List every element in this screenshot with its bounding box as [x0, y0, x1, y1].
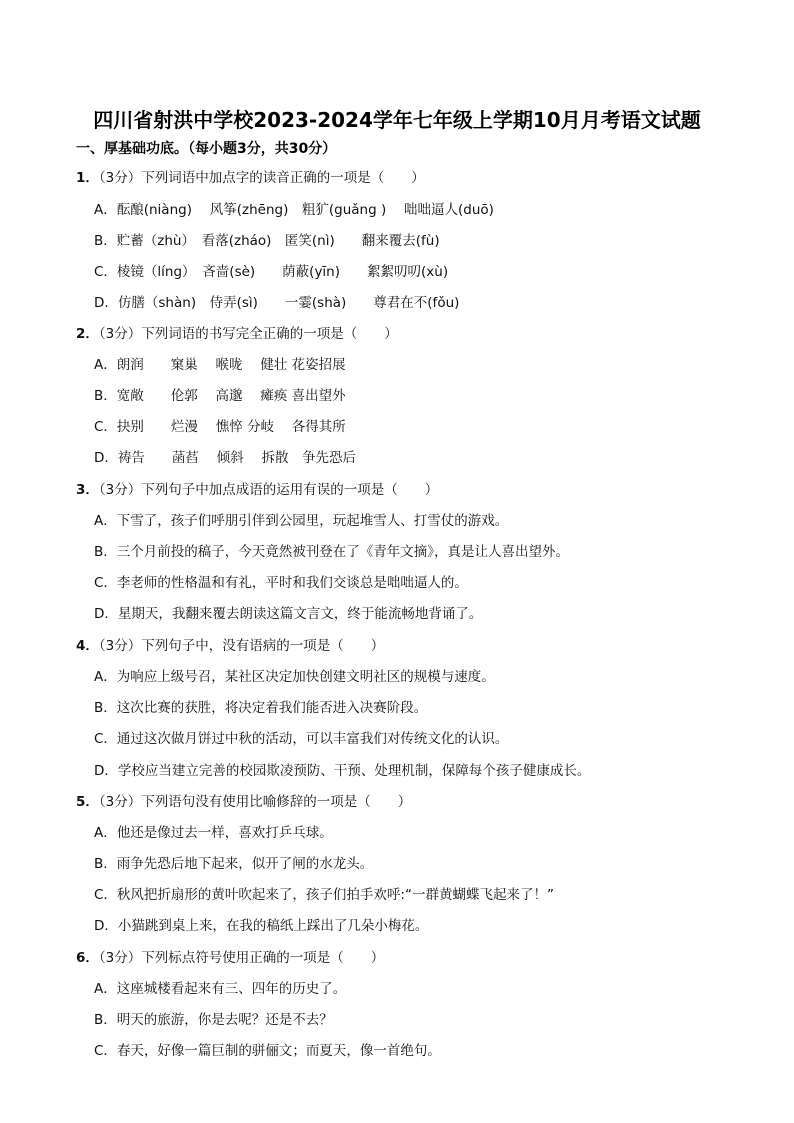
question-stem: （3分）下列词语的书写完全正确的一项是（ ） — [98, 326, 398, 342]
option-1a: A．酝酿(niàng) 风筝(zhēng) 粗犷(guǎng ) 咄咄逼人(duō) — [94, 202, 494, 218]
question-1 — [76, 166, 425, 186]
question-stem: （3分）下列词语中加点字的读音正确的一项是（ ） — [98, 170, 425, 186]
question-stem: （3分）下列语句没有使用比喻修辞的一项是（ ） — [98, 794, 412, 810]
option-4c: C．通过这次做月饼过中秋的活动，可以丰富我们对传统文化的认识。 — [94, 731, 509, 747]
option-5d: D．小猫跳到桌上来，在我的稿纸上踩出了几朵小梅花。 — [94, 918, 429, 934]
option-4d: D．学校应当建立完善的校园欺凌预防、干预、处理机制，保障每个孩子健康成长。 — [94, 763, 591, 779]
option-4b: B．这次比赛的获胜，将决定着我们能否进入决赛阶段。 — [94, 700, 428, 716]
question-stem: （3分）下列标点符号使用正确的一项是（ ） — [98, 950, 385, 966]
question-5 — [76, 790, 411, 810]
option-1d: D．仿膳（shàn) 侍弄(sì) 一霎(shà) 尊君在不(fǒu) — [94, 295, 460, 311]
question-stem: （3分）下列句子中，没有语病的一项是（ ） — [98, 638, 385, 654]
option-2d: D．祷告 菡萏 倾斜 拆散 争先恐后 — [94, 450, 356, 466]
question-number: 5． — [76, 794, 99, 810]
option-2c: C．抉别 烂漫 憔悴 分岐 各得其所 — [94, 419, 346, 435]
option-5b: B．雨争先恐后地下起来，似开了闸的水龙头。 — [94, 856, 374, 872]
option-2a: A．朗润 窠巢 喉咙 健壮 花姿招展 — [94, 357, 346, 373]
question-number: 6． — [76, 950, 99, 966]
question-3 — [76, 478, 438, 498]
question-4 — [76, 634, 384, 654]
option-1b: B．贮蓄（zhù） 看落(zháo) 匿笑(nì) 翻来覆去(fù) — [94, 233, 440, 249]
question-number: 1． — [76, 170, 99, 186]
option-1c: C．棱镜（líng） 吝啬(sè) 荫蔽(yīn) 絮絮叨叨(xù) — [94, 264, 449, 280]
question-2 — [76, 322, 398, 342]
question-number: 3． — [76, 482, 99, 498]
option-3d: D．星期天，我翻来覆去朗读这篇文言文，终于能流畅地背诵了。 — [94, 606, 483, 622]
question-stem: （3分）下列句子中加点成语的运用有误的一项是（ ） — [98, 482, 439, 498]
section-heading: 一、厚基础功底。（每小题3分，共30分） — [76, 141, 337, 157]
option-2b: B．宽敞 伦郭 高邈 瘫痪 喜出望外 — [94, 388, 346, 404]
option-3b: B．三个月前投的稿子，今天竟然被刊登在了《青年文摘》，真是让人喜出望外。 — [94, 544, 570, 560]
option-6c: C．春天，好像一篇巨制的骈俪文；而夏天，像一首绝句。 — [94, 1043, 441, 1059]
option-3c: C．李老师的性格温和有礼，平时和我们交谈总是咄咄逼人的。 — [94, 575, 468, 591]
option-3a: A．下雪了，孩子们呼朋引伴到公园里，玩起堆雪人、打雪仗的游戏。 — [94, 513, 509, 529]
question-number: 2． — [76, 326, 99, 342]
question-number: 4． — [76, 638, 99, 654]
option-4a: A．为响应上级号召，某社区决定加快创建文明社区的规模与速度。 — [94, 669, 495, 685]
question-6 — [76, 946, 384, 966]
option-5c: C．秋风把折扇形的黄叶吹起来了，孩子们拍手欢呼:“一群黄蝴蝶飞起来了！” — [94, 887, 554, 903]
option-6b: B．明天的旅游，你是去呢？还是不去？ — [94, 1012, 333, 1028]
page-title: 四川省射洪中学校2023-2024学年七年级上学期10月月考语文试题 — [93, 108, 701, 132]
option-6a: A．这座城楼看起来有三、四年的历史了。 — [94, 981, 347, 997]
option-5a: A．他还是像过去一样，喜欢打乒乓球。 — [94, 825, 333, 841]
